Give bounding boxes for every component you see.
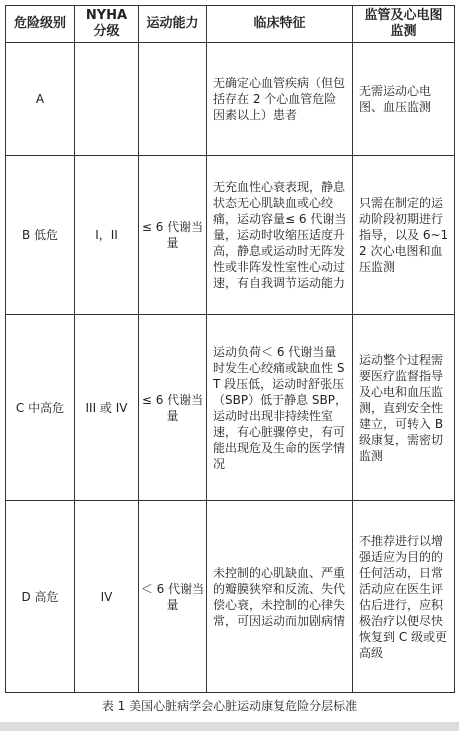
cell-risk-level: C 中高危 [6, 315, 75, 501]
header-nyha: NYHA 分级 [75, 6, 139, 43]
cell-clinical-features: 未控制的心肌缺血、严重的瓣膜狭窄和反流、失代偿心衰，未控制的心律失常，可因运动而加剧病情 [207, 501, 353, 693]
header-exercise-capacity: 运动能力 [139, 6, 207, 43]
cell-nyha: IV [75, 501, 139, 693]
table-row [6, 315, 455, 501]
cell-monitoring: 只需在制定的运动阶段初期进行指导，以及 6~12 次心电图和血压监测 [353, 156, 455, 315]
cell-risk-level: A [6, 43, 75, 156]
cell-risk-level: D 高危 [6, 501, 75, 693]
cell-exercise-capacity [139, 43, 207, 156]
cell-exercise-capacity: ≤ 6 代谢当量 [139, 156, 207, 315]
table-caption: 表 1 美国心脏病学会心脏运动康复危险分层标准 [101, 699, 358, 713]
cell-nyha [75, 43, 139, 156]
cell-risk-level: B 低危 [6, 156, 75, 315]
cell-exercise-capacity: ≤ 6 代谢当量 [139, 315, 207, 501]
table-row [6, 156, 455, 315]
bottom-divider-bar [0, 722, 459, 731]
table-row [6, 501, 455, 693]
cell-monitoring: 不推荐进行以增强适应为目的的任何活动，日常活动应在医生评估后进行，应积极治疗以便尽快恢复到 C 级或更高级 [353, 501, 455, 693]
header-clinical-features: 临床特征 [207, 6, 353, 43]
cell-monitoring: 无需运动心电图、血压监测 [353, 43, 455, 156]
cell-clinical-features: 运动负荷＜ 6 代谢当量时发生心绞痛或缺血性 ST 段压低，运动时舒张压（SBP）低于静息 SBP，运动时出现非持续性室速，有心脏骤停史，有可能出现危及生命的医学情况 [207, 315, 353, 501]
header-monitoring: 监管及心电图 监测 [353, 6, 455, 43]
header-risk-level: 危险级别 [6, 6, 75, 43]
cell-nyha: III 或 IV [75, 315, 139, 501]
cell-nyha: I，II [75, 156, 139, 315]
cell-monitoring: 运动整个过程需要医疗监督指导及心电和血压监测，直到安全性建立，可转入 B 级康复，需密切监测 [353, 315, 455, 501]
table-header-row [6, 6, 455, 43]
cell-exercise-capacity: ＜ 6 代谢当量 [139, 501, 207, 693]
cell-clinical-features: 无确定心血管疾病（但包括存在 2 个心血管危险因素以上）患者 [207, 43, 353, 156]
risk-stratification-table [5, 5, 455, 693]
cell-clinical-features: 无充血性心衰表现，静息状态无心肌缺血或心绞痛，运动容量≤ 6 代谢当量，运动时收缩压适度升高，静息或运动时无阵发性或非阵发性室性心动过速，有自我调节运动能力 [207, 156, 353, 315]
table-row [6, 43, 455, 156]
